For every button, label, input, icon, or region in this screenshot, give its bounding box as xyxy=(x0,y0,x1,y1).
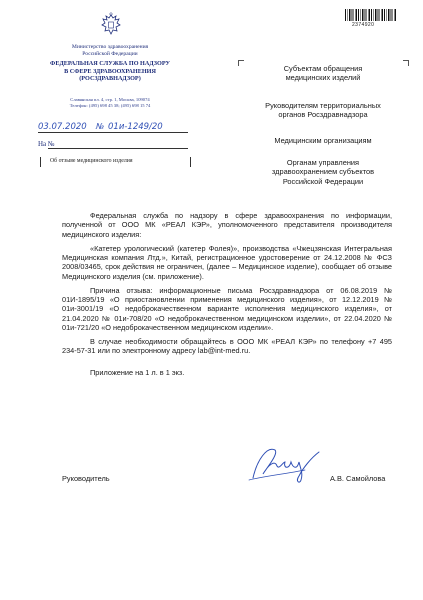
date-underline xyxy=(38,132,188,133)
paragraph-device: «Катетер урологический (катетер Фолея)», производства «Чжецзянская Интегральная Медицинская компания Лтд.», Китай, регистрационное удостоверение от 24.12.2008 № ФСЗ 2008/03465, срок действия не ограничен, (далее – Медицинское изделие), сообщает об отзыве Медицинского изделия (см. приложение). xyxy=(62,243,392,281)
reply-to-underline xyxy=(48,148,188,149)
service-name-line-3: (РОСЗДРАВНАДЗОР) xyxy=(79,75,141,82)
reply-to-label: На № xyxy=(38,140,55,148)
coat-of-arms-icon xyxy=(100,12,122,38)
recipient-1-line-2: медицинских изделий xyxy=(285,73,361,83)
paragraph-attachment: Приложение на 1 л. в 1 экз. xyxy=(90,367,185,377)
sender-phone: Телефон: (495) 698 45 38; (495) 698 15 74 xyxy=(69,103,151,108)
recipient-4 xyxy=(238,158,408,186)
ministry-line-2: Российской Федерации xyxy=(82,51,138,57)
recipient-4-line-1: Органам управления xyxy=(286,158,360,167)
paragraph-contact: В случае необходимости обращайтесь в ООО МК «РЕАЛ КЭР» по телефону +7 495 234-57-31 или по электронному адресу lab@int-med.ru. xyxy=(62,337,392,356)
handwritten-signature xyxy=(245,440,325,485)
signatory-position: Руководитель xyxy=(62,474,110,483)
subject-line: Об отзыве медицинского изделия xyxy=(50,158,133,164)
ministry-line-1: Министерство здравоохранения xyxy=(71,44,149,50)
registration-number: 01и-1249/20 xyxy=(108,122,163,132)
letter-body xyxy=(62,211,392,377)
recipient-2-line-2: органов Росздравнадзора xyxy=(278,110,368,120)
signatory-name: А.В. Самойлова xyxy=(330,474,386,483)
recipient-4-line-3: Российской Федерации xyxy=(282,176,364,186)
recipient-1-line-1: Субъектам обращения xyxy=(283,64,363,73)
recipient-4-line-2: здравоохранением субъектов xyxy=(271,167,375,177)
service-name-line-1: ФЕДЕРАЛЬНАЯ СЛУЖБА ПО НАДЗОРУ xyxy=(50,60,170,67)
service-name-line-2: В СФЕРЕ ЗДРАВООХРАНЕНИЯ xyxy=(64,67,156,75)
paragraph-reason: Причина отзыва: информационные письма Росздравнадзора от 06.08.2019 № 01И-1895/19 «О приостановлении применения медицинского изделия», от 12.12.2019 № 01и-3001/19 «О недоброкачественном варианте исполнения медицинского изделия», от 21.04.2020 № 01и-708/20 «О недоброкачественном медицинском изделии», от 22.04.2020 № 01и-721/20 «О недоброкачественном медицинском изделии». xyxy=(62,285,392,332)
recipient-2-line-1: Руководителям территориальных xyxy=(265,101,381,110)
paragraph-intro: Федеральная служба по надзору в сфере здравоохранения по информации, полученной от ООО МК «РЕАЛ КЭР», уполномоченного представителя производителя медицинского изделия: xyxy=(62,211,392,239)
registration-date: 03.07.2020 xyxy=(38,122,87,132)
recipient-1 xyxy=(238,64,408,83)
recipient-3-line-1: Медицинским организациям xyxy=(274,136,372,145)
recipient-3 xyxy=(238,136,408,145)
barcode-number: 2374920 xyxy=(352,22,375,28)
sender-address: Славянская пл. 4, стр. 1, Москва, 109074 xyxy=(70,97,150,102)
outgoing-number-separator: № xyxy=(96,122,105,131)
recipient-2 xyxy=(238,101,408,120)
barcode xyxy=(345,9,397,21)
